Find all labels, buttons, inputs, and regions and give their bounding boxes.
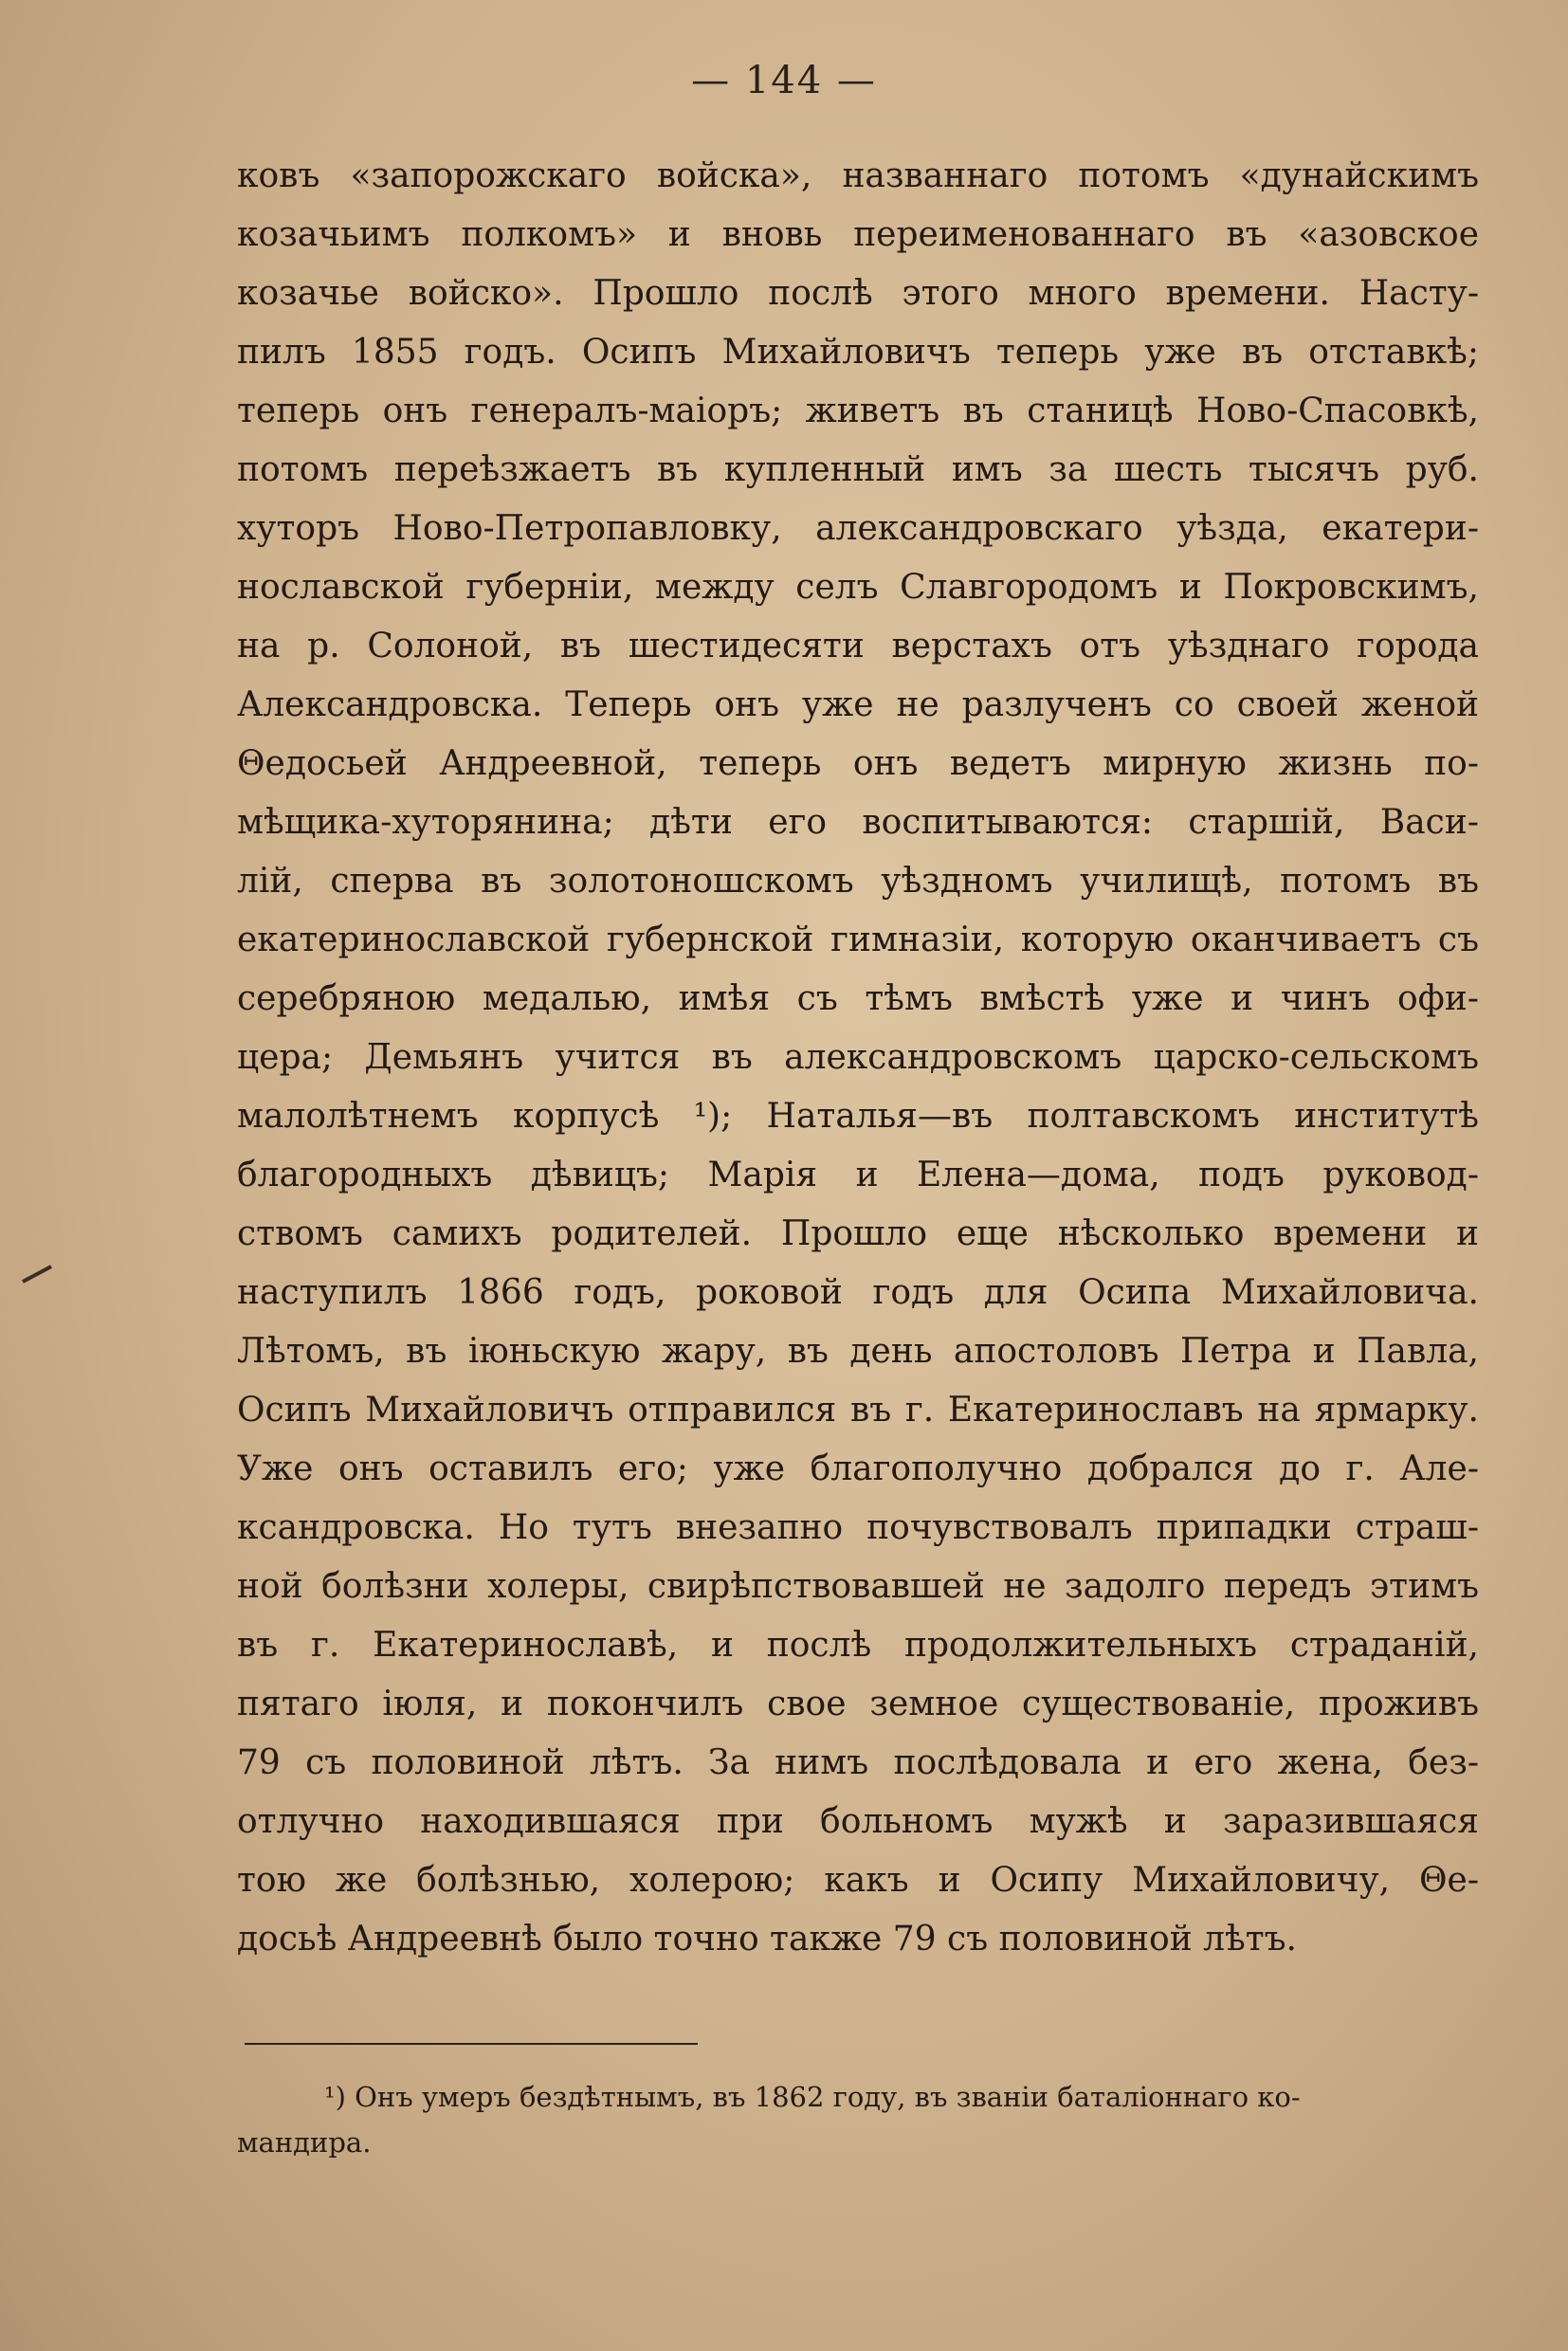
text-line: Лѣтомъ, въ іюньскую жару, въ день апостоловъ Петра и Павла, [237, 1332, 1479, 1371]
text-line: 79 съ половиной лѣтъ. За нимъ послѣдовала и его жена, без- [237, 1743, 1479, 1782]
text-line: екатеринославской губернской гимназіи, которую оканчиваетъ съ [237, 920, 1479, 959]
page-number: — 144 — [691, 59, 877, 102]
text-line: на р. Солоной, въ шестидесяти верстахъ отъ уѣзднаго города [237, 627, 1479, 665]
text-line: тою же болѣзнью, холерою; какъ и Осипу Михайловичу, Θе- [237, 1861, 1479, 1900]
text-line: пятаго іюля, и покончилъ свое земное существованіе, проживъ [237, 1685, 1479, 1723]
text-line: досьѣ Андреевнѣ было точно также 79 съ половиной лѣтъ. [237, 1920, 1297, 1959]
text-line: пилъ 1855 годъ. Осипъ Михайловичъ теперь уже въ отставкѣ; [237, 333, 1479, 372]
body-text [237, 147, 1479, 1969]
text-line: ксандровска. Но тутъ внезапно почувствовалъ припадки страш- [237, 1508, 1479, 1547]
text-line: ной болѣзни холеры, свирѣпствовавшей не задолго передъ этимъ [237, 1567, 1479, 1606]
text-line: хуторъ Ново-Петропавловку, александровскаго уѣзда, екатери- [237, 509, 1479, 548]
text-line: лій, сперва въ золотоношскомъ уѣздномъ училищѣ, потомъ въ [237, 862, 1479, 901]
text-line: ствомъ самихъ родителей. Прошло еще нѣсколько времени и [237, 1214, 1479, 1253]
text-line: Θедосьей Андреевной, теперь онъ ведетъ мирную жизнь по- [237, 744, 1479, 783]
text-line: ковъ «запорожскаго войска», названнаго потомъ «дунайскимъ [237, 156, 1479, 195]
text-line: цера; Демьянъ учится въ александровскомъ царско-сельскомъ [237, 1038, 1479, 1077]
text-line: отлучно находившаяся при больномъ мужѣ и заразившаяся [237, 1802, 1479, 1841]
text-line: теперь онъ генералъ-маіоръ; живетъ въ станицѣ Ново-Спасовкѣ, [237, 392, 1479, 430]
text-line: козачье войско». Прошло послѣ этого много времени. Насту- [237, 274, 1479, 313]
text-line: Александровска. Теперь онъ уже не разлученъ со своей женой [237, 685, 1479, 724]
margin-mark [22, 1265, 52, 1283]
text-line: въ г. Екатеринославѣ, и послѣ продолжительныхъ страданій, [237, 1626, 1479, 1665]
text-line: серебряною медалью, имѣя съ тѣмъ вмѣстѣ уже и чинъ офи- [237, 979, 1479, 1018]
text-line: благородныхъ дѣвицъ; Марія и Елена—дома, подъ руковод- [237, 1156, 1479, 1194]
text-line: нославской губерніи, между селъ Славгородомъ и Покровскимъ, [237, 568, 1479, 607]
text-line: наступилъ 1866 годъ, роковой годъ для Осипа Михайловича. [237, 1273, 1479, 1312]
text-line: козачьимъ полкомъ» и вновь переименованнаго въ «азовское [237, 215, 1479, 254]
text-line: Осипъ Михайловичъ отправился въ г. Екатеринославъ на ярмарку. [237, 1391, 1479, 1430]
footnote-divider [245, 2043, 698, 2045]
footnote-line: мандира. [237, 2126, 372, 2159]
footnote-line: ¹) Онъ умеръ бездѣтнымъ, въ 1862 году, въ званіи баталіоннаго ко- [324, 2081, 1301, 2113]
text-line: малолѣтнемъ корпусѣ ¹); Наталья—въ полтавскомъ институтѣ [237, 1097, 1479, 1136]
text-line: мѣщика-хуторянина; дѣти его воспитываются: старшій, Васи- [237, 803, 1479, 842]
text-line: потомъ переѣзжаетъ въ купленный имъ за шесть тысячъ руб. [237, 450, 1479, 489]
footnote [237, 2074, 1479, 2165]
text-line: Уже онъ оставилъ его; уже благополучно добрался до г. Але- [237, 1449, 1479, 1488]
